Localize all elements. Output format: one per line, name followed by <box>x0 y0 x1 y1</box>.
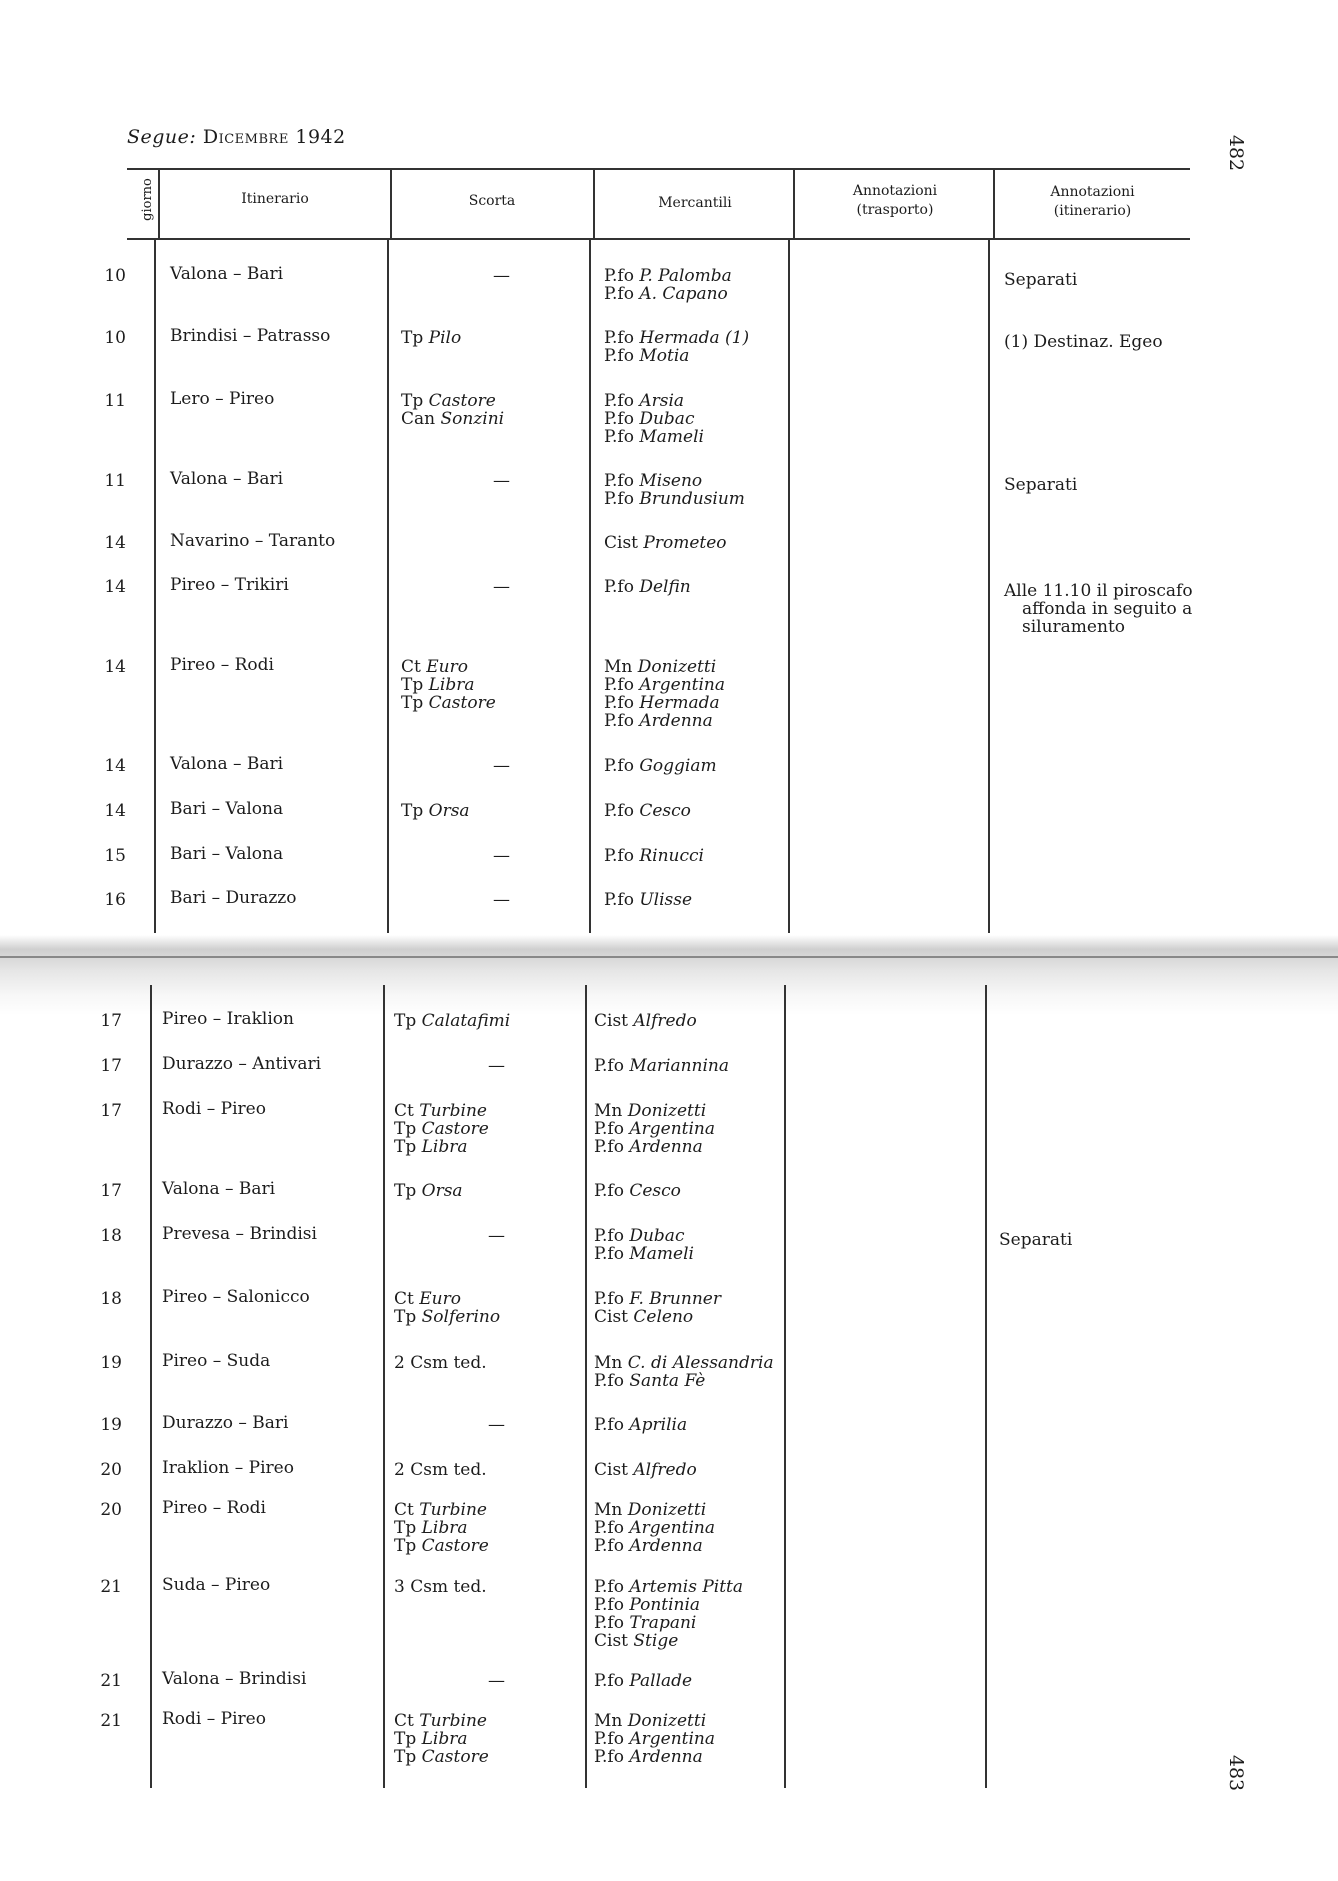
ship-line <box>604 490 745 508</box>
ship-name: Pontinia <box>629 1595 701 1615</box>
escort-dash: — <box>488 1226 505 1246</box>
escort-name: Euro <box>426 657 468 677</box>
ship-line <box>594 1308 693 1326</box>
note-line: affonda in seguito a <box>1022 599 1193 619</box>
ship-name: Argentina <box>629 1729 715 1749</box>
route-cell: Valona – Bari <box>170 469 284 489</box>
day-cell: 16 <box>104 890 126 910</box>
vrule-bottom <box>784 985 786 1788</box>
ship-line <box>604 802 691 820</box>
ship-line <box>594 1120 715 1138</box>
escort-name: Turbine <box>419 1711 487 1731</box>
day-cell: 11 <box>104 391 126 411</box>
escort-line <box>401 392 496 410</box>
escort-line <box>394 1578 487 1596</box>
day-cell: 10 <box>104 266 126 286</box>
route-cell: Valona – Brindisi <box>162 1669 307 1689</box>
day-cell: 21 <box>100 1671 122 1691</box>
route-cell: Brindisi – Patrasso <box>170 326 331 346</box>
escort-name: Turbine <box>419 1101 487 1121</box>
ship-type: P.fo <box>604 756 634 776</box>
ship-line <box>604 472 702 490</box>
day-cell: 14 <box>104 577 126 597</box>
escort-line <box>394 1308 500 1326</box>
ship-name: Donizetti <box>627 1101 707 1121</box>
vrule-top <box>788 240 790 933</box>
escort-name: Castore <box>421 1119 489 1139</box>
ship-type: P.fo <box>604 284 634 304</box>
day-cell: 14 <box>104 533 126 553</box>
ship-name: Santa Fè <box>629 1371 706 1391</box>
ship-name: Argentina <box>639 675 725 695</box>
col-head-giorno: giorno <box>139 178 155 221</box>
ship-line <box>604 534 727 552</box>
ship-type: P.fo <box>594 1415 624 1435</box>
ship-type: P.fo <box>594 1371 624 1391</box>
vrule-top <box>589 240 591 933</box>
ship-name: Trapani <box>629 1613 697 1633</box>
ship-name: Mameli <box>639 427 704 447</box>
ship-line <box>594 1290 721 1308</box>
route-cell: Bari – Valona <box>170 844 284 864</box>
route-cell: Rodi – Pireo <box>162 1099 266 1119</box>
route-cell: Bari – Durazzo <box>170 888 297 908</box>
day-cell: 19 <box>100 1415 122 1435</box>
col-head-annotazioni-trasporto-line2: (trasporto) <box>856 201 934 218</box>
ship-type: P.fo <box>594 1181 624 1201</box>
day-cell: 14 <box>104 801 126 821</box>
col-head-itinerario: Itinerario <box>241 191 309 207</box>
note-line: Separati <box>999 1230 1073 1250</box>
note-line: (1) Destinaz. Egeo <box>1004 332 1163 352</box>
day-cell: 18 <box>100 1226 122 1246</box>
ship-name: Argentina <box>629 1518 715 1538</box>
ship-name: Argentina <box>629 1119 715 1139</box>
col-head-mercantili: Mercantili <box>658 195 732 211</box>
ship-type: P.fo <box>594 1518 624 1538</box>
vrule-head <box>793 168 795 238</box>
escort-type: Tp <box>394 1536 417 1556</box>
escort-line <box>394 1290 461 1308</box>
day-cell: 19 <box>100 1353 122 1373</box>
escort-dash: — <box>493 471 510 491</box>
escort-name: Libra <box>421 1729 468 1749</box>
escort-name: Castore <box>421 1536 489 1556</box>
day-cell: 21 <box>100 1711 122 1731</box>
escort-type: 2 Csm ted. <box>394 1353 487 1373</box>
ship-type: Mn <box>604 657 633 677</box>
vrule-bottom <box>585 985 587 1788</box>
ship-line <box>594 1578 743 1596</box>
escort-name: Pilo <box>428 328 462 348</box>
ship-name: Prometeo <box>643 533 727 553</box>
route-cell: Iraklion – Pireo <box>162 1458 294 1478</box>
header-month: Dicembre <box>202 126 289 148</box>
escort-line <box>401 694 496 712</box>
route-cell: Pireo – Suda <box>162 1351 271 1371</box>
day-cell: 17 <box>100 1181 122 1201</box>
ship-name: A. Capano <box>639 284 728 304</box>
escort-type: Tp <box>394 1729 417 1749</box>
ship-name: Alfredo <box>633 1011 697 1031</box>
escort-type: Ct <box>394 1500 414 1520</box>
ship-type: P.fo <box>604 801 634 821</box>
escort-type: Can <box>401 409 436 429</box>
escort-dash: — <box>488 1415 505 1435</box>
escort-dash: — <box>488 1671 505 1691</box>
escort-line <box>401 329 461 347</box>
route-cell: Valona – Bari <box>170 754 284 774</box>
col-head-annotazioni-itinerario <box>995 183 1190 221</box>
ship-name: Ulisse <box>639 890 693 910</box>
escort-line <box>394 1501 487 1519</box>
vrule-head <box>390 168 392 238</box>
note-line: Alle 11.10 il piroscafo <box>1004 581 1193 601</box>
escort-line <box>394 1138 468 1156</box>
ship-line <box>594 1501 706 1519</box>
day-cell: 17 <box>100 1056 122 1076</box>
day-cell: 10 <box>104 328 126 348</box>
ship-line <box>594 1182 681 1200</box>
escort-line <box>394 1102 487 1120</box>
escort-name: Euro <box>419 1289 461 1309</box>
ship-line <box>604 285 728 303</box>
ship-type: Mn <box>594 1711 623 1731</box>
page-number-top: 482 <box>1225 134 1248 172</box>
escort-type: Ct <box>401 657 421 677</box>
ship-line <box>594 1730 715 1748</box>
ship-line <box>604 347 689 365</box>
note-line: Separati <box>1004 475 1078 495</box>
ship-name: Miseno <box>639 471 703 491</box>
vrule-head <box>593 168 595 238</box>
escort-name: Castore <box>421 1747 489 1767</box>
ship-line <box>594 1227 684 1245</box>
col-head-annotazioni-itinerario-line2: (itinerario) <box>1053 202 1132 219</box>
ship-type: Mn <box>594 1500 623 1520</box>
escort-type: Tp <box>394 1747 417 1767</box>
route-cell: Lero – Pireo <box>170 389 275 409</box>
ship-type: Cist <box>594 1011 628 1031</box>
ship-type: P.fo <box>594 1289 624 1309</box>
header-bottom-rule <box>127 238 1190 240</box>
route-cell: Rodi – Pireo <box>162 1709 266 1729</box>
ship-type: Cist <box>594 1307 628 1327</box>
ship-line <box>594 1632 678 1650</box>
escort-dash: — <box>493 577 510 597</box>
ship-name: Arsia <box>639 391 685 411</box>
col-head-annotazioni-trasporto <box>795 182 995 220</box>
route-cell: Durazzo – Bari <box>162 1413 289 1433</box>
escort-type: Tp <box>401 328 424 348</box>
ship-line <box>604 694 720 712</box>
ship-line <box>594 1672 692 1690</box>
page-header <box>127 126 346 148</box>
ship-line <box>604 757 717 775</box>
escort-dash: — <box>493 266 510 286</box>
ship-line <box>604 891 692 909</box>
ship-name: Alfredo <box>633 1460 697 1480</box>
ship-type: P.fo <box>594 1595 624 1615</box>
ship-line <box>604 847 704 865</box>
ship-line <box>604 329 749 347</box>
day-cell: 20 <box>100 1460 122 1480</box>
day-cell: 15 <box>104 846 126 866</box>
route-cell: Navarino – Taranto <box>170 531 336 551</box>
route-cell: Pireo – Iraklion <box>162 1009 294 1029</box>
day-cell: 18 <box>100 1289 122 1309</box>
route-cell: Pireo – Trikiri <box>170 575 289 595</box>
escort-line <box>394 1537 489 1555</box>
route-cell: Pireo – Salonicco <box>162 1287 310 1307</box>
day-cell: 21 <box>100 1577 122 1597</box>
ship-name: Delfin <box>639 577 691 597</box>
escort-type: Tp <box>394 1518 417 1538</box>
escort-line <box>394 1730 468 1748</box>
ship-type: P.fo <box>604 489 634 509</box>
escort-type: Tp <box>401 801 424 821</box>
ship-line <box>594 1596 700 1614</box>
route-cell: Prevesa – Brindisi <box>162 1224 317 1244</box>
escort-name: Libra <box>428 675 475 695</box>
vrule-head <box>158 168 160 238</box>
day-cell: 14 <box>104 657 126 677</box>
vrule-top <box>387 240 389 933</box>
route-cell: Valona – Bari <box>162 1179 276 1199</box>
ship-line <box>604 267 732 285</box>
escort-line <box>394 1461 487 1479</box>
ship-type: Cist <box>594 1460 628 1480</box>
escort-line <box>401 410 504 428</box>
ship-line <box>594 1102 706 1120</box>
header-prefix: Segue: <box>127 126 197 148</box>
route-cell: Pireo – Rodi <box>170 655 274 675</box>
escort-type: Tp <box>394 1011 417 1031</box>
ship-type: P.fo <box>594 1137 624 1157</box>
ship-name: Celeno <box>633 1307 694 1327</box>
ship-name: Aprilia <box>629 1415 688 1435</box>
ship-line <box>604 658 716 676</box>
ship-type: P.fo <box>604 890 634 910</box>
vrule-bottom <box>150 985 152 1788</box>
ship-name: Goggiam <box>639 756 717 776</box>
ship-type: P.fo <box>594 1536 624 1556</box>
ship-line <box>604 410 694 428</box>
day-cell: 17 <box>100 1101 122 1121</box>
col-head-annotazioni-trasporto-line1: Annotazioni <box>852 183 938 199</box>
ship-name: Rinucci <box>639 846 704 866</box>
escort-type: Tp <box>401 391 424 411</box>
escort-type: Tp <box>401 693 424 713</box>
ship-type: P.fo <box>604 846 634 866</box>
ship-type: P.fo <box>604 266 634 286</box>
ship-line <box>594 1461 697 1479</box>
escort-line <box>401 676 475 694</box>
ship-line <box>594 1138 703 1156</box>
ship-name: Ardenna <box>629 1747 703 1767</box>
ship-line <box>594 1245 694 1263</box>
escort-line <box>394 1120 489 1138</box>
ship-type: P.fo <box>594 1729 624 1749</box>
route-cell: Bari – Valona <box>170 799 284 819</box>
ship-name: Mariannina <box>629 1056 730 1076</box>
ship-name: F. Brunner <box>629 1289 721 1309</box>
escort-name: Orsa <box>428 801 470 821</box>
escort-type: Tp <box>394 1119 417 1139</box>
note-line: Separati <box>1004 270 1078 290</box>
ship-line <box>594 1354 774 1372</box>
ship-name: Stige <box>633 1631 679 1651</box>
escort-name: Sonzini <box>440 409 505 429</box>
ship-line <box>594 1372 705 1390</box>
vrule-top <box>154 240 156 933</box>
day-cell: 17 <box>100 1011 122 1031</box>
ship-line <box>604 428 704 446</box>
day-cell: 20 <box>100 1500 122 1520</box>
escort-name: Castore <box>428 391 496 411</box>
ship-name: Mameli <box>629 1244 694 1264</box>
page-fold-shadow <box>0 935 1338 1015</box>
ship-line <box>594 1012 697 1030</box>
ship-name: Ardenna <box>629 1137 703 1157</box>
ship-line <box>594 1712 706 1730</box>
ship-type: P.fo <box>604 577 634 597</box>
ship-name: Ardenna <box>629 1536 703 1556</box>
ship-type: Mn <box>594 1353 623 1373</box>
page-number-bottom: 483 <box>1225 1754 1248 1792</box>
escort-name: Solferino <box>421 1307 501 1327</box>
ship-type: P.fo <box>604 328 634 348</box>
escort-line <box>401 802 470 820</box>
ship-type: P.fo <box>594 1613 624 1633</box>
col-head-annotazioni-itinerario-line1: Annotazioni <box>1050 184 1135 200</box>
route-cell: Pireo – Rodi <box>162 1498 266 1518</box>
escort-line <box>394 1712 487 1730</box>
escort-type: Ct <box>394 1101 414 1121</box>
escort-name: Castore <box>428 693 496 713</box>
ship-type: P.fo <box>604 675 634 695</box>
escort-line <box>394 1012 510 1030</box>
ship-type: P.fo <box>594 1244 624 1264</box>
ship-type: P.fo <box>594 1671 624 1691</box>
escort-dash: — <box>493 846 510 866</box>
ship-type: P.fo <box>604 471 634 491</box>
ship-name: Hermada (1) <box>639 328 750 348</box>
ship-type: P.fo <box>594 1226 624 1246</box>
ship-name: Donizetti <box>627 1500 707 1520</box>
vrule-top <box>988 240 990 933</box>
escort-name: Calatafimi <box>421 1011 511 1031</box>
escort-type: Tp <box>394 1137 417 1157</box>
ship-type: Cist <box>594 1631 628 1651</box>
day-cell: 14 <box>104 756 126 776</box>
vrule-bottom <box>383 985 385 1788</box>
ship-type: Mn <box>594 1101 623 1121</box>
ship-name: Donizetti <box>637 657 717 677</box>
ship-type: Cist <box>604 533 638 553</box>
escort-type: 3 Csm ted. <box>394 1577 487 1597</box>
escort-type: Ct <box>394 1289 414 1309</box>
day-cell: 11 <box>104 471 126 491</box>
escort-dash: — <box>493 890 510 910</box>
ship-line <box>594 1416 687 1434</box>
ship-line <box>604 392 684 410</box>
ship-type: P.fo <box>594 1747 624 1767</box>
ship-type: P.fo <box>604 391 634 411</box>
escort-line <box>394 1519 468 1537</box>
ship-type: P.fo <box>594 1119 624 1139</box>
ship-type: P.fo <box>604 346 634 366</box>
ship-name: Ardenna <box>639 711 713 731</box>
note-line: siluramento <box>1022 617 1126 637</box>
escort-type: Tp <box>401 675 424 695</box>
vrule-bottom <box>985 985 987 1788</box>
route-cell: Suda – Pireo <box>162 1575 271 1595</box>
escort-type: Tp <box>394 1181 417 1201</box>
col-head-scorta: Scorta <box>468 193 516 209</box>
ship-name: Donizetti <box>627 1711 707 1731</box>
escort-line <box>394 1182 463 1200</box>
ship-line <box>594 1748 703 1766</box>
escort-line <box>394 1354 487 1372</box>
escort-type: 2 Csm ted. <box>394 1460 487 1480</box>
ship-line <box>604 712 713 730</box>
escort-type: Tp <box>394 1307 417 1327</box>
ship-name: Cesco <box>639 801 691 821</box>
header-top-rule <box>127 168 1190 170</box>
ship-type: P.fo <box>594 1577 624 1597</box>
ship-type: P.fo <box>604 409 634 429</box>
ship-line <box>594 1057 729 1075</box>
escort-dash: — <box>488 1056 505 1076</box>
escort-line <box>401 658 468 676</box>
route-cell: Valona – Bari <box>170 264 284 284</box>
escort-name: Turbine <box>419 1500 487 1520</box>
ship-name: Hermada <box>639 693 720 713</box>
header-year: 1942 <box>295 126 346 148</box>
escort-name: Libra <box>421 1137 468 1157</box>
route-cell: Durazzo – Antivari <box>162 1054 322 1074</box>
ship-type: P.fo <box>604 427 634 447</box>
ship-name: P. Palomba <box>639 266 732 286</box>
ship-name: Brundusium <box>639 489 745 509</box>
ship-name: Cesco <box>629 1181 681 1201</box>
page-fold-line <box>0 956 1338 958</box>
ship-line <box>594 1537 703 1555</box>
ship-name: C. di Alessandria <box>627 1353 774 1373</box>
ship-line <box>604 578 691 596</box>
escort-name: Orsa <box>421 1181 463 1201</box>
ship-name: Pallade <box>629 1671 693 1691</box>
ship-name: Dubac <box>639 409 695 429</box>
ship-type: P.fo <box>594 1056 624 1076</box>
escort-dash: — <box>493 756 510 776</box>
escort-line <box>394 1748 489 1766</box>
ship-type: P.fo <box>604 711 634 731</box>
ship-name: Motia <box>639 346 690 366</box>
escort-type: Ct <box>394 1711 414 1731</box>
ship-type: P.fo <box>604 693 634 713</box>
ship-line <box>594 1614 696 1632</box>
ship-name: Dubac <box>629 1226 685 1246</box>
vrule-head <box>993 168 995 238</box>
ship-name: Artemis Pitta <box>629 1577 743 1597</box>
escort-name: Libra <box>421 1518 468 1538</box>
ship-line <box>604 676 725 694</box>
ship-line <box>594 1519 715 1537</box>
